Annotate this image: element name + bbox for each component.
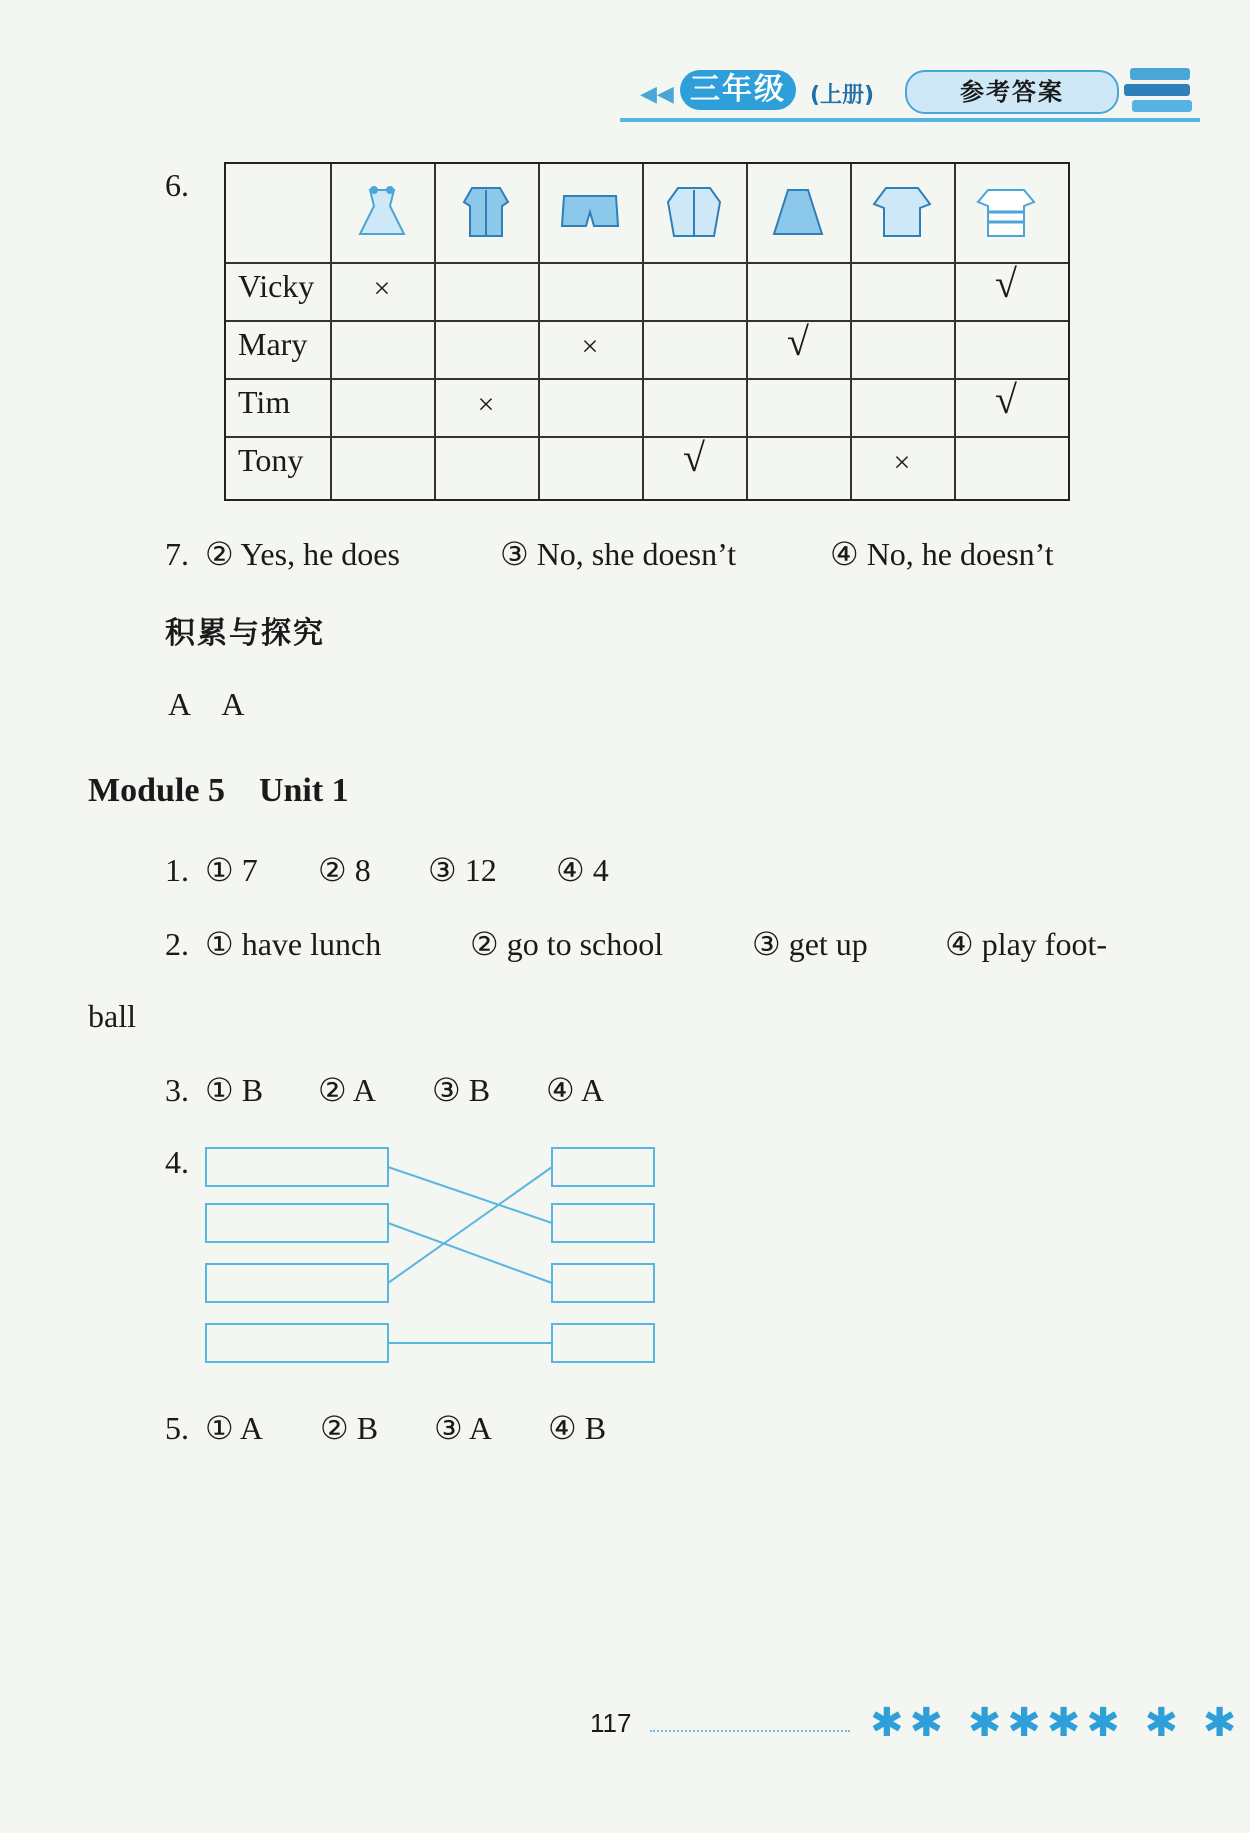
shorts-icon [538,182,642,242]
m5-q5-a4: ④ B [548,1410,607,1446]
q7-number: 7. [165,536,189,572]
mark-tony-jacket: × [893,446,911,479]
m5-q4-number: 4. [165,1144,189,1180]
accumulate-heading: 积累与探究 [165,616,325,651]
name-mary: Mary [238,326,308,362]
mark-tony-coat: √ [683,435,705,480]
match-line-3 [388,1167,552,1283]
m5-q5-a1: ① A [205,1410,264,1446]
m5-q5-a2: ② B [320,1410,379,1446]
m5-q2-a3: ③ get up [752,926,868,962]
grade-label: 三年级 [680,70,796,110]
right-box-1 [552,1148,654,1186]
q7-answer-4: ④ No, he doesn’t [830,536,1054,572]
mark-tim-sweater: √ [995,377,1017,422]
accumulate-answer: A A [168,686,245,722]
mark-mary-shorts: × [581,330,599,363]
m5-q3-a1: ① B [205,1072,264,1108]
volume-label: (上册) [810,83,875,108]
m5-q1-number: 1. [165,852,189,888]
star-icon: ✱✱ ✱✱✱✱ ✱ ✱ [870,1700,1243,1746]
m5-q1-a1: ① 7 [205,852,258,888]
left-box-2 [206,1204,388,1242]
match-line-2 [388,1223,552,1283]
m5-q2-a1: ① have lunch [205,926,382,962]
m5-q2-a2: ② go to school [470,926,664,962]
m5-q3-a3: ③ B [432,1072,491,1108]
coat-icon [642,182,746,242]
footer-dots [650,1730,850,1732]
left-box-4 [206,1324,388,1362]
right-box-4 [552,1324,654,1362]
jacket-icon [850,182,954,242]
mark-mary-skirt: √ [787,319,809,364]
books-icon [1120,60,1200,120]
shirt-icon [434,182,538,242]
m5-q5-number: 5. [165,1410,189,1446]
section-banner: 参考答案 [905,70,1119,114]
right-box-3 [552,1264,654,1302]
page-number: 117 [590,1708,632,1738]
sweater-icon [954,182,1058,242]
mark-tim-shirt: × [477,388,495,421]
m5-q2-a4: ④ play foot- [945,926,1107,962]
m5-q3-number: 3. [165,1072,189,1108]
page-header [560,60,1200,130]
right-box-2 [552,1204,654,1242]
m5-q3-a4: ④ A [546,1072,605,1108]
mark-vicky-sweater: √ [995,261,1017,306]
dress-icon [330,182,434,242]
double-arrow-icon: ◀◀ [640,82,674,107]
m5-q1-a3: ③ 12 [428,852,497,888]
left-box-3 [206,1264,388,1302]
match-line-1 [388,1167,552,1223]
q7-answer-3: ③ No, she doesn’t [500,536,737,572]
matching-diagram [200,1140,670,1380]
name-vicky: Vicky [238,268,315,304]
header-rule [620,118,1200,122]
skirt-icon [746,182,850,242]
m5-q5-a3: ③ A [434,1410,493,1446]
m5-q3-a2: ② A [318,1072,377,1108]
module-heading: Module 5 Unit 1 [88,772,349,809]
clothes-table [224,162,1070,501]
q6-number: 6. [165,167,189,203]
mark-vicky-dress: × [373,272,391,305]
left-box-1 [206,1148,388,1186]
m5-q1-a4: ④ 4 [556,852,609,888]
name-tony: Tony [238,442,304,478]
m5-q1-a2: ② 8 [318,852,371,888]
q7-answer-2: ② Yes, he does [205,536,400,572]
m5-q2-number: 2. [165,926,189,962]
name-tim: Tim [238,384,291,420]
m5-q2-wrap: ball [88,998,136,1034]
